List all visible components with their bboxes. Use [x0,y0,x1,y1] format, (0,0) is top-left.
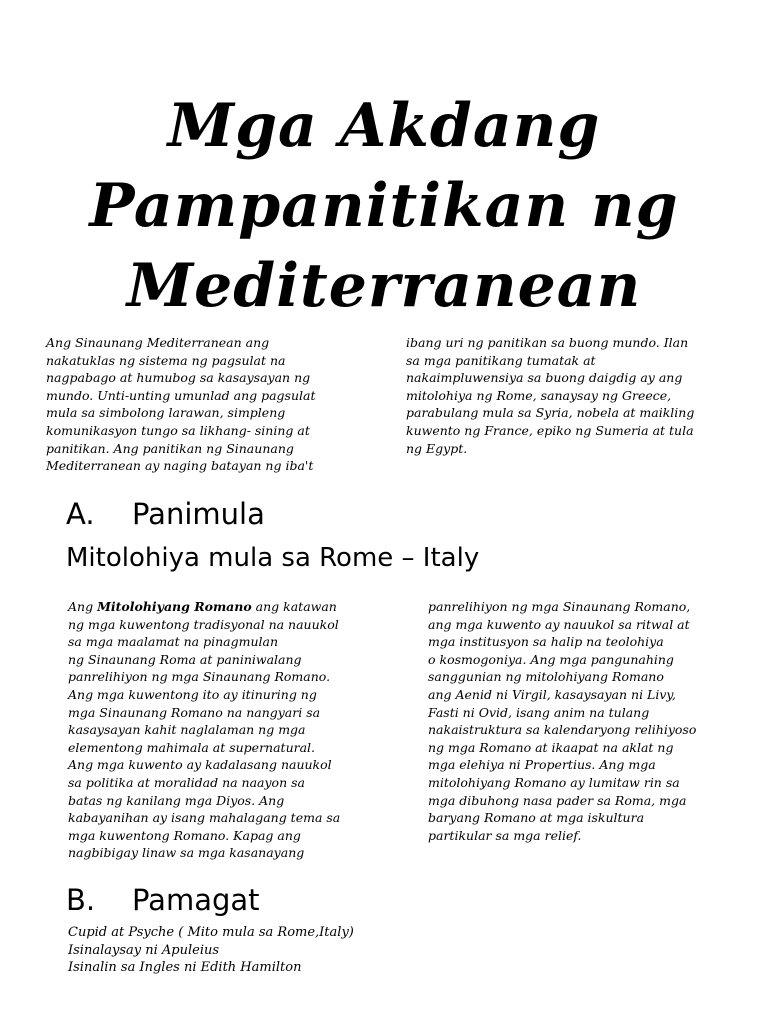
text-line: mga institusyon sa halip na teolohiya [428,634,664,650]
text-line: kasaysayan kahit naglalaman ng mga [68,722,306,738]
text-line: panrelihiyon ng mga Sinaunang Romano, [428,599,691,614]
title-line-1: Mga Akdang [167,91,601,161]
text-line: nakatuklas ng sistema ng pagsulat na [46,352,286,368]
text-line: Isinalaysay ni Apuleius [68,942,220,958]
section-a-heading [66,496,265,532]
text-line: Ang Sinaunang Mediterranean ang [46,335,270,350]
text-line: nakaimpluwensiya sa buong daigdig ay ang [406,370,683,386]
section-b-details [68,924,354,977]
intro-right-column [406,334,694,457]
text-line: ang Aenid ni Virgil, kasaysayan ni Livy, [428,686,676,702]
text-line: Ang mga kuwento ay kadalasang nauukol [68,757,332,773]
text-line: elementong mahimala at supernatural. [68,739,316,755]
section-a-subheading: Mitolohiya mula sa Rome – Italy [66,543,480,573]
text-line: sa mga maalamat na pinagmulan [68,634,279,650]
text-line: partikular sa mga relief. [428,827,582,843]
text-line: sanggunian ng mitolohiyang Romano [428,669,664,685]
text-line: nagbibigay linaw sa mga kasanayang [68,845,305,861]
text-line: Ang mga kuwentong ito ay itinuring ng [68,686,317,702]
text-line: sa mga panitikang tumatak at [406,352,596,368]
text-line: nagpabago at humubog sa kasaysayan ng [46,370,311,386]
text-line: ang mga kuwento ay nauukol sa ritwal at [428,616,690,632]
section-b-heading [66,882,260,918]
text-line: mitolohiya ng Rome, sanaysay ng Greece, [406,387,672,403]
section-a-title: Panimula [132,497,265,531]
text-line: Fasti ni Ovid, isang anim na tulang [428,704,650,720]
text-line: ng mga kuwentong tradisyonal na nauukol [68,616,339,632]
text-line: mitolohiyang Romano ay lumitaw rin sa [428,774,680,790]
text-line: panrelihiyon ng mga Sinaunang Romano. [68,669,331,685]
section-b-letter: B. [66,883,96,917]
text-line: Cupid at Psyche ( Mito mula sa Rome,Italy) [68,925,354,940]
text-line: ng mga Romano at ikaapat na aklat ng [428,739,674,755]
intro-left-column [46,334,316,475]
text-line: nakaistruktura sa kalendaryong relihiyoso [428,722,697,738]
text-line: Isinalin sa Ingles ni Edith Hamilton [68,960,302,976]
text-line: baryang Romano at mga iskultura [428,810,645,826]
text-line: mga dibuhong nasa pader sa Roma, mga [428,792,687,808]
section-a-right-column [428,598,696,844]
text-line: Mediterranean ay naging batayan ng iba't [46,458,314,474]
text-line: parabulang mula sa Syria, nobela at maikling [406,405,695,421]
text-line: mga kuwentong Romano. Kapag ang [68,827,301,843]
text-line: panitikan. Ang panitikan ng Sinaunang [46,440,294,456]
text-line: komunikasyon tungo sa likhang- sining at [46,422,310,438]
text-line: mundo. Unti-unting umunlad ang pagsulat [46,387,316,403]
text-fragment: Ang [68,599,98,614]
title-line-3: Mediterranean [126,251,642,321]
text-line: mga Sinaunang Romano na nangyari sa [68,704,321,720]
text-line: ng Egypt. [406,440,468,456]
text-line: mula sa simbolong larawan, simpleng [46,405,286,421]
text-line: ng Sinaunang Roma at paniniwalang [68,651,302,667]
text-line: kuwento ng France, epiko ng Sumeria at tula [406,422,694,438]
text-fragment: ang katawan [251,599,337,614]
section-a-letter: A. [66,497,95,531]
text-line: ibang uri ng panitikan sa buong mundo. Ilan [406,335,689,350]
section-b-title: Pamagat [132,883,260,917]
section-a-left-column [68,598,340,862]
page-title [0,86,768,326]
text-line: batas ng kanilang mga Diyos. Ang [68,792,285,808]
text-line: o kosmogoniya. Ang mga pangunahing [428,651,674,667]
bold-term: Mitolohiyang Romano [97,599,252,614]
text-line: kabayanihan ay isang mahalagang tema sa [68,810,341,826]
title-line-2: Pampanitikan ng [89,171,679,241]
text-line [68,598,340,616]
text-line: sa politika at moralidad na naayon sa [68,774,305,790]
text-line: mga elehiya ni Propertius. Ang mga [428,757,656,773]
